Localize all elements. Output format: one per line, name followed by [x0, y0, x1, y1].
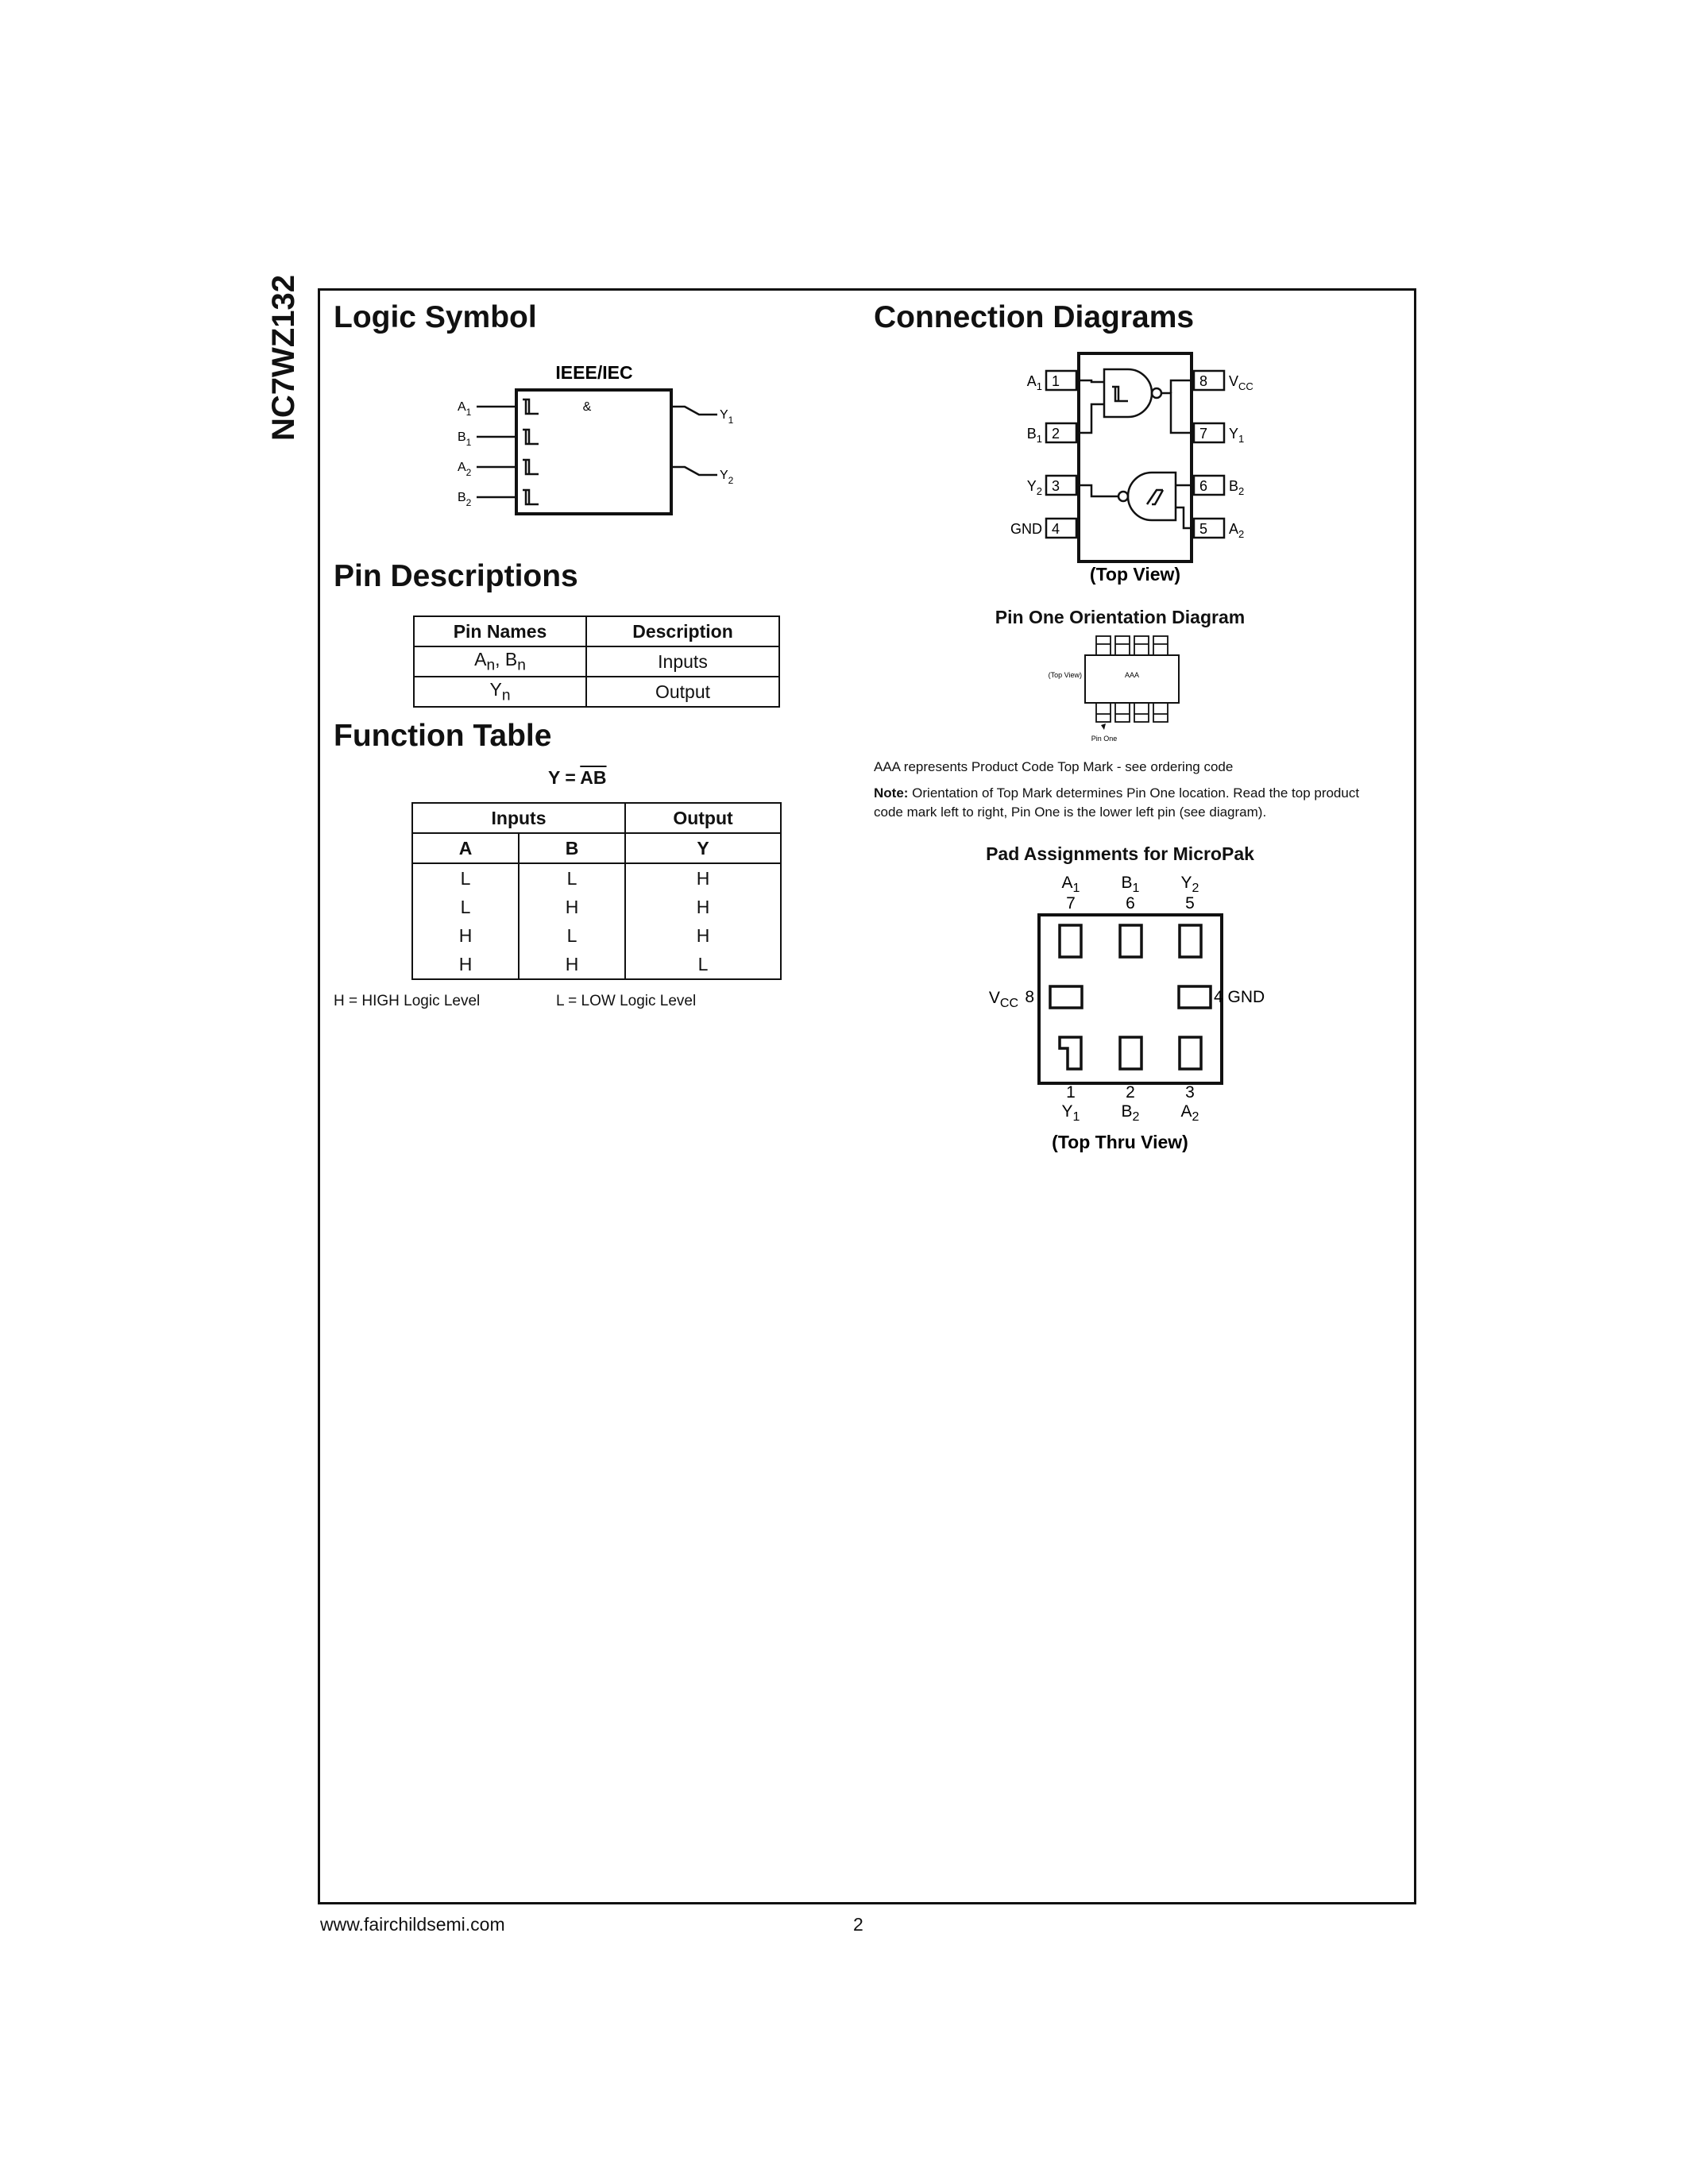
pad-label-y2: $Y_2$ — [1180, 874, 1199, 895]
group-header-row — [412, 803, 781, 833]
cell: L — [519, 863, 625, 893]
inputs-group-header: Inputs — [412, 803, 625, 833]
table-row — [412, 863, 781, 893]
pin-one-label: Pin One — [1091, 735, 1118, 743]
pad-number-8: 8 — [1025, 988, 1034, 1006]
pin-one-heading: Pin One Orientation Diagram — [995, 607, 1246, 627]
bottom-leads — [1096, 703, 1168, 722]
function-table-heading: Function Table — [334, 719, 552, 753]
cell: H — [412, 921, 519, 950]
nand-gate-2-icon — [1076, 473, 1194, 528]
pad-label-vcc: $V_{CC}$ — [988, 989, 1018, 1010]
connection-diagrams-heading: Connection Diagrams — [874, 300, 1195, 334]
pin-number-7: 7 — [1199, 426, 1208, 442]
output-y2-label: $Y_2$ — [720, 469, 734, 486]
cell: L — [412, 863, 519, 893]
pad-number-3: 3 — [1185, 1083, 1195, 1102]
pad-label-a1: $A_1$ — [1061, 874, 1080, 895]
input-a2-label: $A_2$ — [458, 461, 472, 478]
pad-number-5: 5 — [1185, 894, 1195, 913]
pin-one-top-view-label: (Top View) — [1048, 671, 1082, 679]
and-symbol: & — [582, 400, 592, 414]
cell: L — [519, 921, 625, 950]
table-row — [414, 646, 779, 677]
pad-label-b2: $B_2$ — [1121, 1102, 1140, 1124]
top-thru-view-label: (Top Thru View) — [1052, 1132, 1188, 1152]
input-b1-label: $B_1$ — [458, 430, 472, 448]
pin-label-b2: $B_2$ — [1229, 478, 1245, 497]
output-y1-label: $Y_1$ — [720, 408, 734, 426]
pads — [1050, 925, 1211, 1069]
pin-label-gnd: GND — [1010, 521, 1042, 537]
pin-label-a2: $A_2$ — [1229, 521, 1245, 540]
function-table — [411, 802, 782, 980]
output-group-header: Output — [625, 803, 781, 833]
description-cell: Output — [586, 677, 779, 707]
package-body — [1079, 353, 1192, 561]
connection-diagram-top-view — [993, 345, 1279, 584]
ieee-standard-label: IEEE/IEC — [555, 362, 633, 383]
pin-label-a1: $A_1$ — [1026, 373, 1042, 392]
legend-low: L = LOW Logic Level — [556, 993, 697, 1009]
pin-name-cell: $A_n$, $B_n$ — [414, 646, 586, 677]
pad-number-2: 2 — [1126, 1083, 1135, 1102]
pin-descriptions-heading: Pin Descriptions — [334, 559, 578, 593]
cell: H — [625, 921, 781, 950]
orientation-note: Note: Orientation of Top Mark determines Pin One location. Read the top product code mark left to right, Pin One is the lower left pin (see diagram). — [874, 785, 1360, 820]
cell: H — [519, 893, 625, 921]
top-mark-label: AAA — [1124, 671, 1140, 679]
column-header-y: Y — [625, 833, 781, 863]
pad-label-y1: $Y_1$ — [1061, 1102, 1080, 1124]
footer-website-link[interactable]: www.fairchildsemi.com — [320, 1914, 505, 1935]
pin-number-6: 6 — [1199, 478, 1208, 494]
pin-number-3: 3 — [1051, 478, 1060, 494]
table-header-row — [414, 616, 779, 646]
page-number: 2 — [853, 1914, 863, 1935]
pad-label-a2: $A_2$ — [1180, 1102, 1199, 1124]
table-row — [414, 677, 779, 707]
pad-number-6: 6 — [1126, 894, 1135, 913]
logic-symbol-heading: Logic Symbol — [334, 300, 537, 334]
table-row — [412, 950, 781, 979]
pad-right: 4 GND — [1214, 988, 1265, 1006]
input-b2-label: $B_2$ — [458, 491, 472, 508]
input-a1-label: $A_1$ — [458, 400, 472, 418]
pin-label-y2: $Y_2$ — [1026, 478, 1042, 497]
micropak-heading: Pad Assignments for MicroPak — [986, 843, 1254, 864]
cell: L — [412, 893, 519, 921]
pin-number-1: 1 — [1051, 373, 1060, 389]
top-leads — [1096, 636, 1168, 655]
column-header-a: A — [412, 833, 519, 863]
pin-number-4: 4 — [1051, 521, 1060, 537]
pad-label-b1: $B_1$ — [1121, 874, 1140, 895]
cell: H — [625, 863, 781, 893]
table-row — [412, 893, 781, 921]
pin-number-2: 2 — [1051, 426, 1060, 442]
pad-number-7: 7 — [1066, 894, 1076, 913]
nand-gate-1-icon — [1076, 369, 1194, 433]
column-header-row — [412, 833, 781, 863]
cell: H — [625, 893, 781, 921]
table-row — [412, 921, 781, 950]
logic-equation: $Y = \overline{AB}$ — [548, 767, 607, 788]
pin-number-5: 5 — [1199, 521, 1208, 537]
pin-number-8: 8 — [1199, 373, 1208, 389]
pin-one-arrow-icon — [1101, 723, 1106, 730]
legend-high: H = HIGH Logic Level — [334, 993, 481, 1009]
pin-label-b1: $B_1$ — [1026, 426, 1042, 445]
input-lines — [477, 407, 717, 497]
cell: H — [412, 950, 519, 979]
symbol-body — [516, 390, 671, 514]
pin-label-y1: $Y_1$ — [1229, 426, 1245, 445]
cell: H — [519, 950, 625, 979]
part-number-vertical: NC7WZ132 — [266, 275, 301, 441]
column-header: Pin Names — [414, 616, 586, 646]
cell: L — [625, 950, 781, 979]
pin-one-orientation-diagram — [1033, 633, 1207, 752]
pin-name-cell: $Y_n$ — [414, 677, 586, 707]
package-outline — [1085, 655, 1179, 703]
pin-label-vcc: $V_{CC}$ — [1229, 373, 1253, 392]
pad-number-1: 1 — [1066, 1083, 1076, 1102]
ieee-logic-symbol-diagram — [445, 357, 747, 524]
column-header-b: B — [519, 833, 625, 863]
pin-descriptions-table — [413, 615, 780, 708]
column-header: Description — [586, 616, 779, 646]
aaa-note: AAA represents Product Code Top Mark - see ordering code — [874, 759, 1234, 774]
description-cell: Inputs — [586, 646, 779, 677]
top-view-label: (Top View) — [1089, 564, 1181, 585]
schmitt-trigger-icons — [523, 399, 539, 504]
micropak-pad-diagram — [977, 872, 1279, 1158]
